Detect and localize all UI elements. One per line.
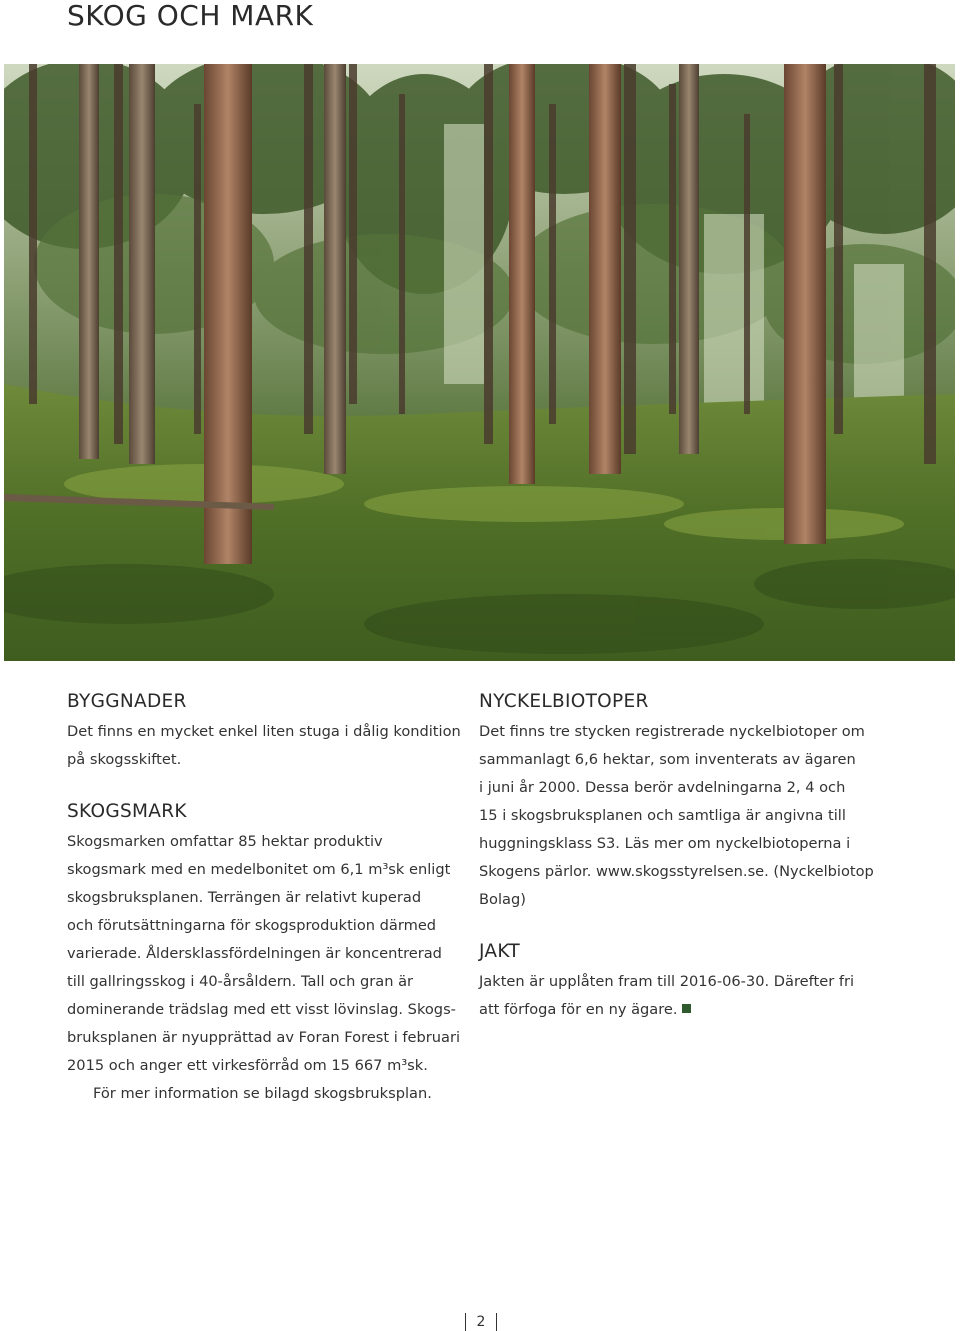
section-body	[479, 968, 899, 1024]
text-line: Skogsmarken omfattar 85 hektar produktiv	[67, 833, 383, 850]
text-line: dominerande trädslag med ett visst lövinslag. Skogs-	[67, 1001, 456, 1018]
text-line: Jakten är upplåten fram till 2016-06-30. Därefter fri	[479, 973, 855, 990]
text-line: Det finns en mycket enkel liten stuga i dålig kondition	[67, 723, 461, 740]
section-heading: BYGGNADER	[67, 691, 187, 712]
section-heading: SKOGSMARK	[67, 801, 187, 822]
text-line: till gallringsskog i 40-årsåldern. Tall och gran är	[67, 973, 414, 990]
right-column	[479, 690, 899, 1050]
text-line: och förutsättningarna för skogsproduktion därmed	[67, 917, 437, 934]
section-heading: NYCKELBIOTOPER	[479, 691, 649, 712]
text-line: skogsmark med en medelbonitet om 6,1 m³sk enligt	[67, 861, 451, 878]
text-line: Bolag)	[479, 891, 526, 908]
section-byggnader	[67, 690, 467, 774]
left-column	[67, 690, 467, 1134]
text-line: i juni år 2000. Dessa berör avdelningarna 2, 4 och	[479, 779, 846, 796]
text-line: Det finns tre stycken registrerade nyckelbiotoper om	[479, 723, 865, 740]
text-line: huggningsklass S3. Läs mer om nyckelbiotoperna i	[479, 835, 851, 852]
text-line: skogsbruksplanen. Terrängen är relativt kuperad	[67, 889, 422, 906]
forest-photo	[4, 64, 955, 661]
section-jakt	[479, 940, 899, 1024]
text-line: på skogsskiftet.	[67, 751, 182, 768]
section-skogsmark	[67, 800, 467, 1108]
section-body	[479, 718, 899, 914]
text-line: att förfoga för en ny ägare.	[479, 1001, 678, 1018]
section-heading: JAKT	[479, 941, 520, 962]
page-number: 2	[465, 1313, 497, 1331]
section-nyckelbiotoper	[479, 690, 899, 914]
text-line: sammanlagt 6,6 hektar, som inventerats av ägaren	[479, 751, 856, 768]
text-line: 2015 och anger ett virkesförråd om 15 667 m³sk.	[67, 1057, 428, 1074]
more-info-line: För mer information se bilagd skogsbruksplan.	[93, 1085, 432, 1102]
text-line: varierade. Åldersklassfördelningen är koncentrerad	[67, 945, 442, 962]
text-line: 15 i skogsbruksplanen och samtliga är angivna till	[479, 807, 846, 824]
text-line: bruksplanen är nyupprättad av Foran Forest i februari	[67, 1029, 461, 1046]
text-line: Skogens pärlor. www.skogsstyrelsen.se. (Nyckelbiotop	[479, 863, 874, 880]
end-square-icon	[682, 1004, 691, 1013]
section-body	[67, 828, 467, 1080]
section-body	[67, 718, 467, 774]
page-title: SKOG OCH MARK	[67, 0, 314, 32]
